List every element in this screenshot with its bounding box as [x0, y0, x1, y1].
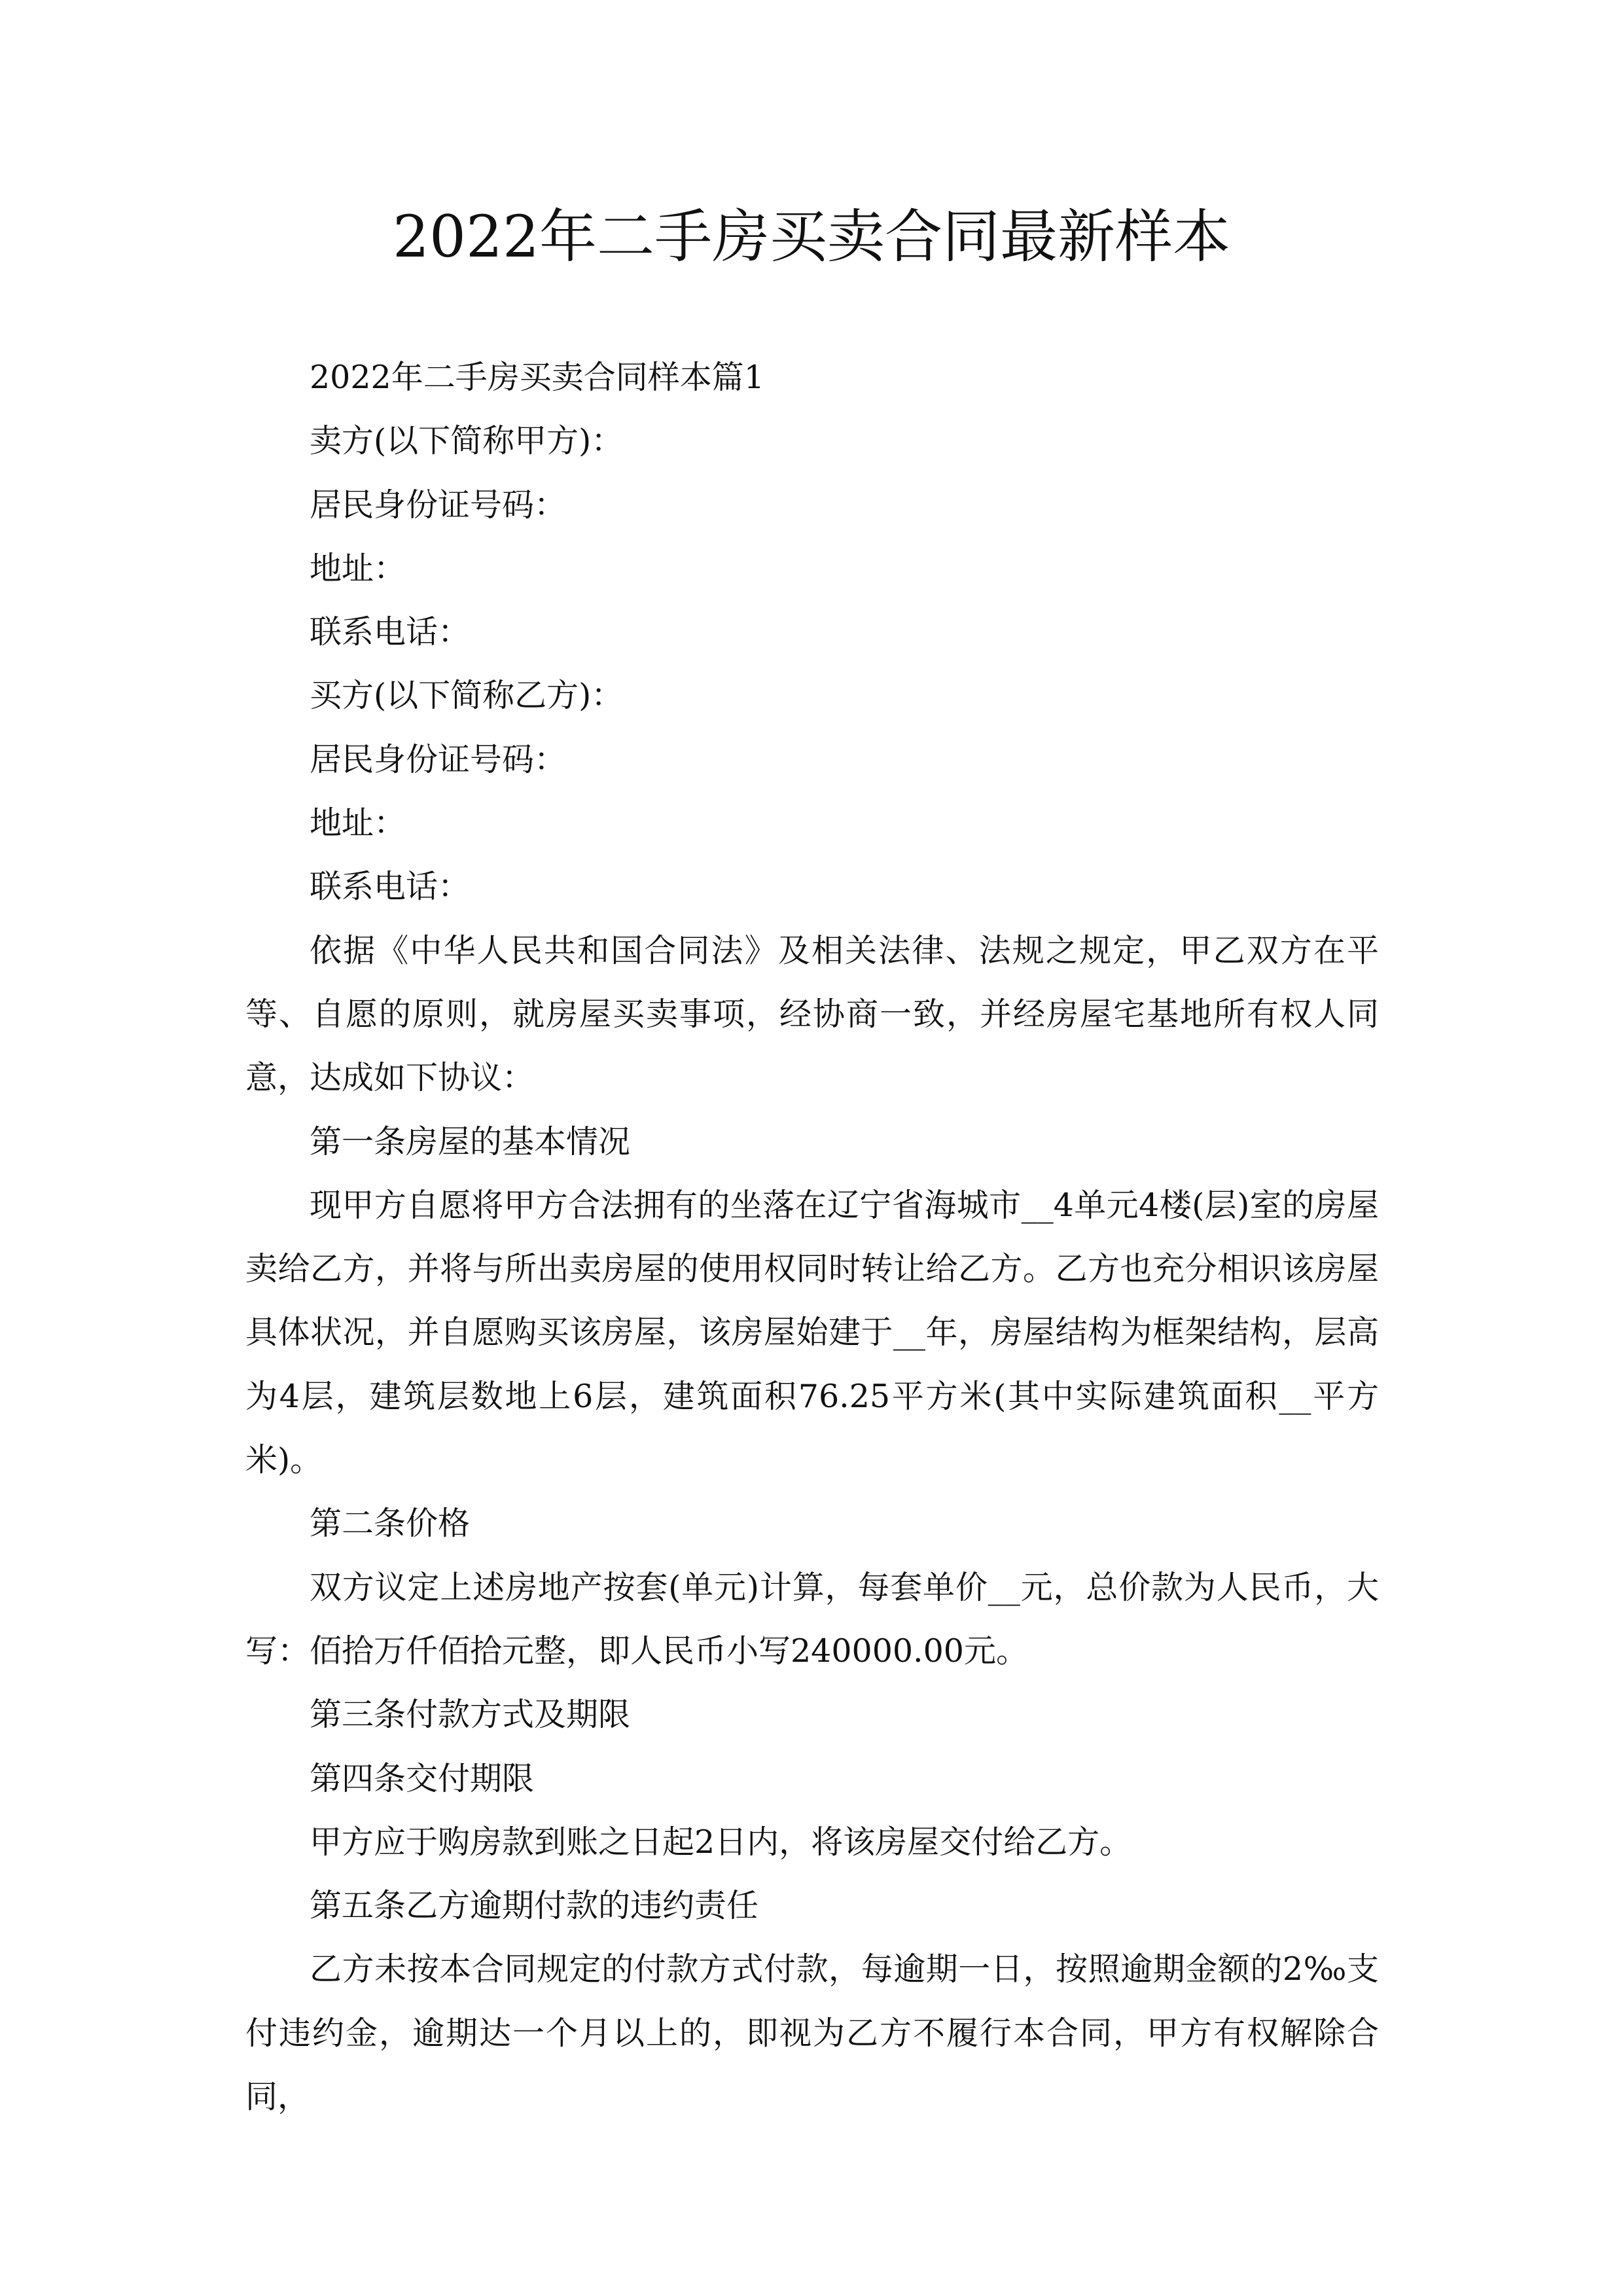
preamble-paragraph: 依据《中华人民共和国合同法》及相关法律、法规之规定，甲乙双方在平等、自愿的原则，就房屋买卖事项，经协商一致，并经房屋宅基地所有权人同意，达成如下协议： — [245, 931, 1379, 1097]
article-1-heading: 第一条房屋的基本情况 — [310, 1122, 631, 1160]
seller-label: 卖方(以下简称甲方)： — [310, 422, 624, 460]
seller-address-label: 地址： — [310, 549, 406, 587]
article-2-body: 双方议定上述房地产按套(单元)计算，每套单价__元，总价款为人民币，大写：佰拾万仟佰拾元整，即人民币小写240000.00元。 — [245, 1568, 1379, 1670]
seller-id-label: 居民身份证号码： — [310, 486, 567, 524]
article-5-heading: 第五条乙方逾期付款的违约责任 — [310, 1887, 759, 1925]
buyer-id-label: 居民身份证号码： — [310, 740, 567, 778]
buyer-address-label: 地址： — [310, 804, 406, 842]
article-3-heading: 第三条付款方式及期限 — [310, 1696, 631, 1734]
article-4-heading: 第四条交付期限 — [310, 1759, 535, 1797]
document-title: 2022年二手房买卖合同最新样本 — [393, 203, 1230, 270]
article-2-heading: 第二条价格 — [310, 1505, 471, 1543]
buyer-label: 买方(以下简称乙方)： — [310, 677, 624, 715]
document-body — [245, 346, 1379, 2128]
article-5-body: 乙方未按本合同规定的付款方式付款，每逾期一日，按照逾期金额的2‰支付违约金，逾期达一个月以上的，即视为乙方不履行本合同，甲方有权解除合同， — [245, 1950, 1379, 2116]
section-heading: 2022年二手房买卖合同样本篇1 — [310, 359, 764, 396]
seller-phone-label: 联系电话： — [310, 613, 471, 651]
article-4-body: 甲方应于购房款到账之日起2日内，将该房屋交付给乙方。 — [310, 1823, 1132, 1861]
buyer-phone-label: 联系电话： — [310, 868, 471, 906]
article-1-body: 现甲方自愿将甲方合法拥有的坐落在辽宁省海城市__4单元4楼(层)室的房屋卖给乙方，并将与所出卖房屋的使用权同时转让给乙方。乙方也充分相识该房屋具体状况，并自愿购买该房屋，该房屋始建于__年，房屋结构为框架结构，层高为4层，建筑层数地上6层，建筑面积76.25平方米(其中实际建筑面积__平方米)。 — [245, 1186, 1379, 1479]
